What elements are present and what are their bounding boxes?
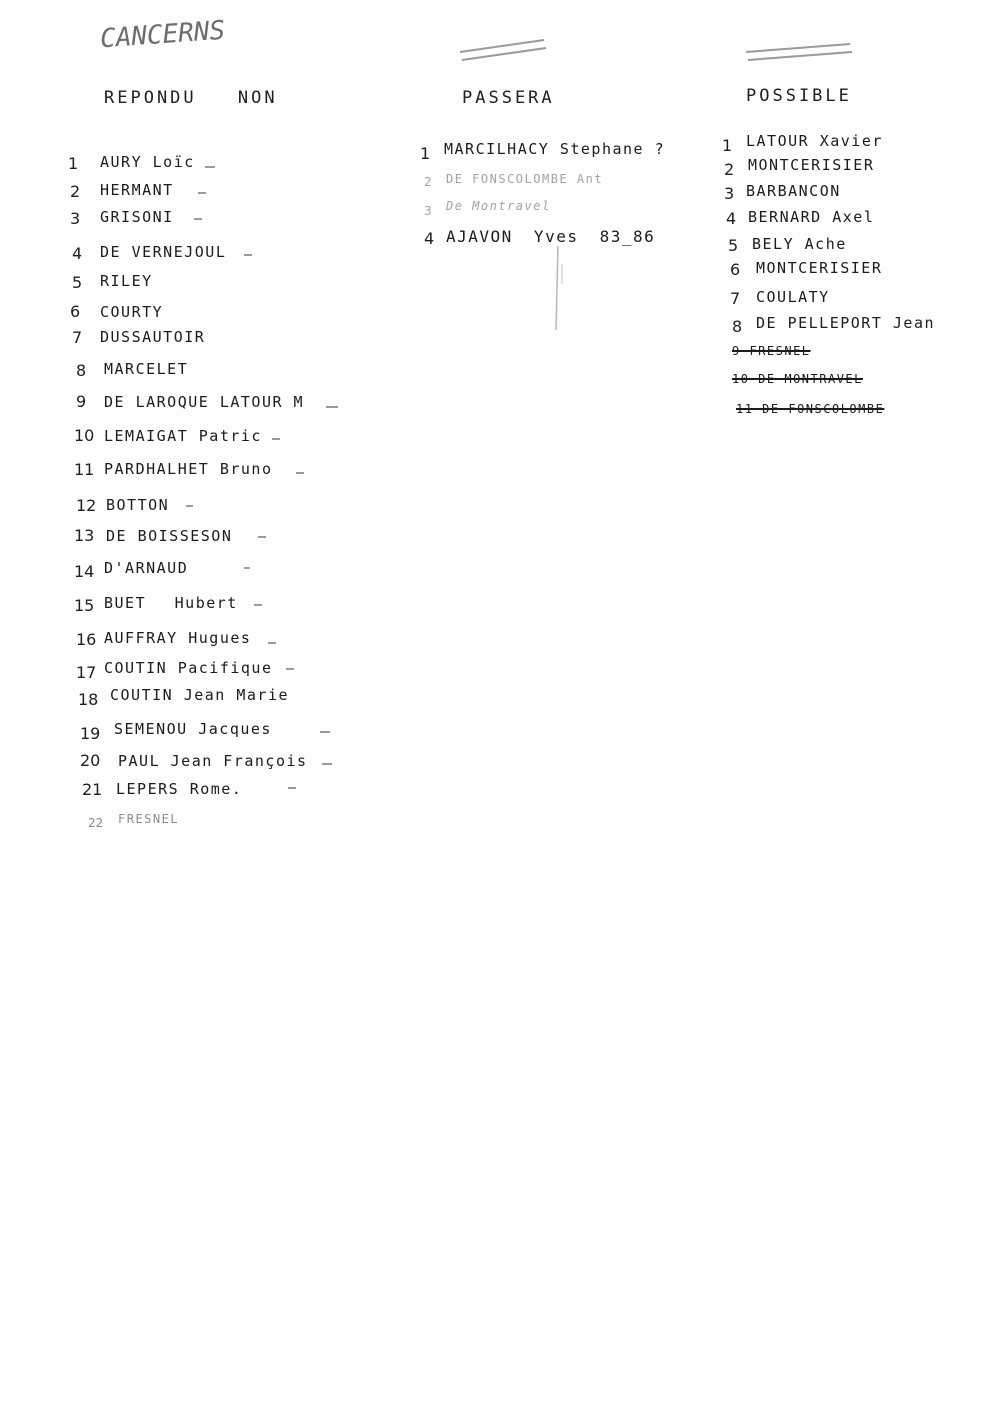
- list-item: LATOUR Xavier: [746, 132, 883, 150]
- item-number: 22: [88, 816, 104, 830]
- item-number: 2: [70, 182, 81, 201]
- list-item: AUFFRAY Hugues: [104, 629, 252, 647]
- item-number: 5: [72, 273, 83, 292]
- double-rule-passera: [458, 36, 548, 66]
- list-item: BUET Hubert: [104, 594, 238, 612]
- list-item: PAUL Jean François: [118, 752, 308, 770]
- list-item: MONTCERISIER: [748, 156, 875, 174]
- item-number: 7: [72, 328, 83, 347]
- list-item: MONTCERISIER: [756, 259, 883, 277]
- item-number: 20: [80, 751, 101, 770]
- list-item: DE BOISSESON: [106, 527, 233, 545]
- trailing-dash: [244, 567, 250, 569]
- trailing-dash: [286, 668, 294, 670]
- header-passera: PASSERA: [462, 88, 555, 108]
- list-item: COULATY: [756, 288, 830, 306]
- item-number: 2: [724, 160, 735, 179]
- trailing-dash: [268, 642, 276, 644]
- list-item: MARCILHACY Stephane ?: [444, 140, 666, 158]
- list-item: DE PELLEPORT Jean: [756, 314, 936, 332]
- double-rule-possible: [744, 38, 854, 66]
- trailing-dash: [205, 166, 215, 168]
- item-number: 1: [68, 154, 79, 173]
- item-number: 18: [78, 690, 99, 709]
- trailing-dash: [320, 731, 330, 733]
- item-number: 3: [70, 209, 81, 228]
- item-number: 8: [76, 361, 87, 380]
- trailing-dash: [254, 604, 262, 606]
- list-item: LEMAIGAT Patric: [104, 427, 262, 445]
- list-item: COUTIN Pacifique: [104, 659, 273, 677]
- list-item: DE FONSCOLOMBE Ant: [446, 172, 604, 186]
- list-item: BOTTON: [106, 496, 170, 514]
- list-item: AURY Loïc: [100, 153, 195, 171]
- trailing-dash: [198, 192, 206, 194]
- list-item: GRISONI: [100, 208, 174, 226]
- item-number: 13: [74, 526, 95, 545]
- header-repondu-non: REPONDU NON: [104, 88, 278, 108]
- list-item: FRESNEL: [118, 812, 180, 826]
- list-item-struck: 9 FRESNEL: [732, 344, 811, 358]
- item-number: 4: [72, 244, 83, 263]
- list-item: DE LAROQUE LATOUR M: [104, 393, 305, 411]
- header-possible: POSSIBLE: [746, 86, 852, 106]
- trailing-dash: [296, 472, 304, 474]
- page-title: CANCERNS: [99, 15, 227, 55]
- item-number: 19: [80, 724, 101, 743]
- item-number: 10: [74, 426, 95, 445]
- trailing-dash: [326, 406, 338, 408]
- trailing-dash: [322, 763, 332, 765]
- item-number: 8: [732, 317, 743, 336]
- trailing-dash: [194, 218, 202, 220]
- item-number: 6: [70, 302, 81, 321]
- item-number: 7: [730, 289, 741, 308]
- item-number: 14: [74, 562, 95, 581]
- item-number: 15: [74, 596, 95, 615]
- list-item: MARCELET: [104, 360, 189, 378]
- item-number: 9: [76, 392, 87, 411]
- list-item: COUTIN Jean Marie: [110, 686, 290, 704]
- item-number: 21: [82, 780, 103, 799]
- list-item: BARBANCON: [746, 182, 841, 200]
- item-number: 5: [728, 236, 739, 255]
- item-number: 16: [76, 630, 97, 649]
- item-number: 11: [74, 460, 95, 479]
- item-number: 12: [76, 496, 97, 515]
- item-number: 3: [424, 204, 432, 218]
- list-item: HERMANT: [100, 181, 174, 199]
- item-number: 1: [420, 144, 431, 163]
- item-number: 4: [424, 229, 435, 248]
- trailing-dash: [244, 254, 252, 256]
- list-item: LEPERS Rome.: [116, 780, 243, 798]
- list-item-struck: 11 DE FONSCOLOMBE: [736, 402, 885, 416]
- list-item: DUSSAUTOIR: [100, 328, 206, 346]
- list-item: De Montravel: [446, 199, 551, 213]
- pencil-mark: [548, 244, 568, 334]
- item-number: 6: [730, 260, 741, 279]
- item-number: 17: [76, 663, 97, 682]
- item-number: 2: [424, 175, 432, 189]
- list-item: PARDHALHET Bruno: [104, 460, 273, 478]
- item-number: 1: [722, 136, 733, 155]
- item-number: 4: [726, 209, 737, 228]
- list-item: BERNARD Axel: [748, 208, 875, 226]
- list-item: COURTY: [100, 303, 164, 321]
- item-number: 3: [724, 184, 735, 203]
- list-item: SEMENOU Jacques: [114, 720, 272, 738]
- list-item: RILEY: [100, 272, 153, 290]
- list-item: BELY Ache: [752, 235, 847, 253]
- trailing-dash: [272, 438, 280, 440]
- trailing-dash: [186, 505, 193, 507]
- list-item: AJAVON Yves 83_86: [446, 227, 656, 246]
- list-item: DE VERNEJOUL: [100, 243, 227, 261]
- trailing-dash: [258, 536, 266, 538]
- trailing-dash: [288, 787, 296, 789]
- list-item: D'ARNAUD: [104, 559, 189, 577]
- list-item-struck: 10 DE MONTRAVEL: [732, 372, 863, 386]
